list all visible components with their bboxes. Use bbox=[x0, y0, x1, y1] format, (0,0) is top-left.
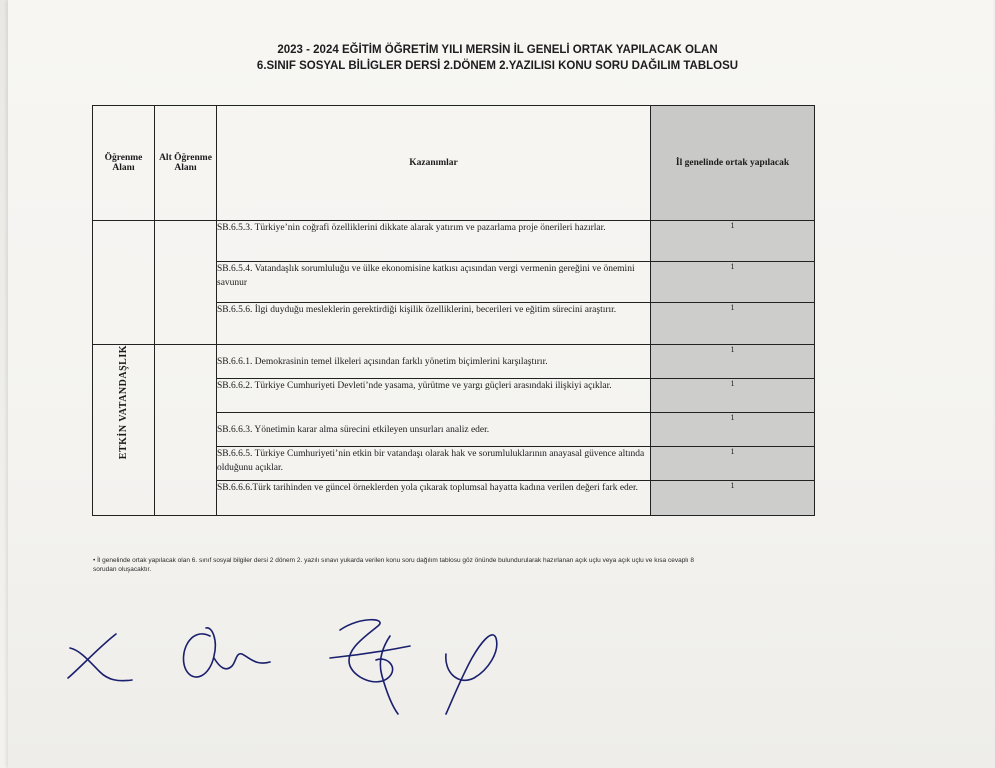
signature-3 bbox=[330, 620, 410, 714]
kazanim-text: SB.6.6.2. Türkiye Cumhuriyeti Devleti’nde yasama, yürütme ve yargı güçleri arasındaki ilişkiyi açıklar. bbox=[217, 379, 651, 413]
signature-4 bbox=[446, 635, 497, 714]
kazanim-text: SB.6.5.3. Türkiye’nin coğrafi özelliklerini dikkate alarak yatırım ve pazarlama proje önerileri hazırlar. bbox=[217, 221, 651, 262]
alt-ogrenme-alani-cell-group2 bbox=[155, 345, 217, 516]
kazanim-text: SB.6.6.1. Demokrasinin temel ilkeleri açısından farklı yönetim biçimlerini karşılaştırır. bbox=[217, 345, 651, 379]
question-count: 1 bbox=[651, 221, 815, 262]
distribution-table bbox=[92, 105, 815, 516]
header-row bbox=[93, 106, 815, 221]
question-count: 1 bbox=[651, 447, 815, 481]
footnote: • İl genelinde ortak yapılacak olan 6. sınıf sosyal bilgiler dersi 2 dönem 2. yazılı sınavı yukarda verilen konu soru dağılım tablosu göz önünde bulundurularak hazırlanan açık uçlu veya açık uçlu ve kısa cevaplı 8 sorudan oluşacaktır. bbox=[93, 557, 694, 573]
header-il-geneli: İl genelinde ortak yapılacak bbox=[651, 106, 815, 221]
header-alt-ogrenme-alani: Alt Öğrenme Alanı bbox=[155, 106, 217, 221]
kazanim-text: SB.6.6.3. Yönetimin karar alma sürecini etkileyen unsurları analiz eder. bbox=[217, 413, 651, 447]
header-ogrenme-alani: Öğrenme Alanı bbox=[93, 106, 155, 221]
document-title bbox=[0, 42, 995, 74]
ogrenme-alani-cell-group2 bbox=[93, 345, 155, 516]
question-count: 1 bbox=[651, 345, 815, 379]
title-line-1: 2023 - 2024 EĞİTİM ÖĞRETİM YILI MERSİN İL GENELİ ORTAK YAPILACAK OLAN bbox=[277, 44, 718, 56]
ogrenme-alani-label: ETKİN VATANDAŞLIK bbox=[118, 345, 129, 460]
title-line-2: 6.SINIF SOSYAL BİLİGLER DERSİ 2.DÖNEM 2.YAZILISI KONU SORU DAĞILIM TABLOSU bbox=[256, 60, 739, 72]
kazanim-text: SB.6.5.4. Vatandaşlık sorumluluğu ve ülke ekonomisine katkısı açısından vergi vermenin gereğini ve önemini savunur bbox=[217, 262, 651, 303]
signature-2 bbox=[183, 628, 270, 677]
signature-1 bbox=[68, 634, 132, 681]
signatures-image bbox=[60, 596, 520, 726]
kazanim-text: SB.6.6.5. Türkiye Cumhuriyeti’nin etkin bir vatandaşı olarak hak ve sorumluluklarının anayasal güvence altında olduğunu açıklar. bbox=[217, 447, 651, 481]
header-kazanimlar: Kazanımlar bbox=[217, 106, 651, 221]
table-row bbox=[93, 345, 815, 379]
question-count: 1 bbox=[651, 379, 815, 413]
alt-ogrenme-alani-cell-group1 bbox=[155, 221, 217, 345]
kazanim-text: SB.6.6.6.Türk tarihinden ve güncel örneklerden yola çıkarak toplumsal hayatta kadına verilen değeri fark eder. bbox=[217, 481, 651, 516]
ogrenme-alani-cell-group1 bbox=[93, 221, 155, 345]
question-count: 1 bbox=[651, 262, 815, 303]
question-count: 1 bbox=[651, 413, 815, 447]
question-count: 1 bbox=[651, 303, 815, 345]
kazanim-text: SB.6.5.6. İlgi duyduğu mesleklerin gerektirdiği kişilik özelliklerini, becerileri ve eğitim sürecini araştırır. bbox=[217, 303, 651, 345]
table-row bbox=[93, 221, 815, 262]
question-count: 1 bbox=[651, 481, 815, 516]
